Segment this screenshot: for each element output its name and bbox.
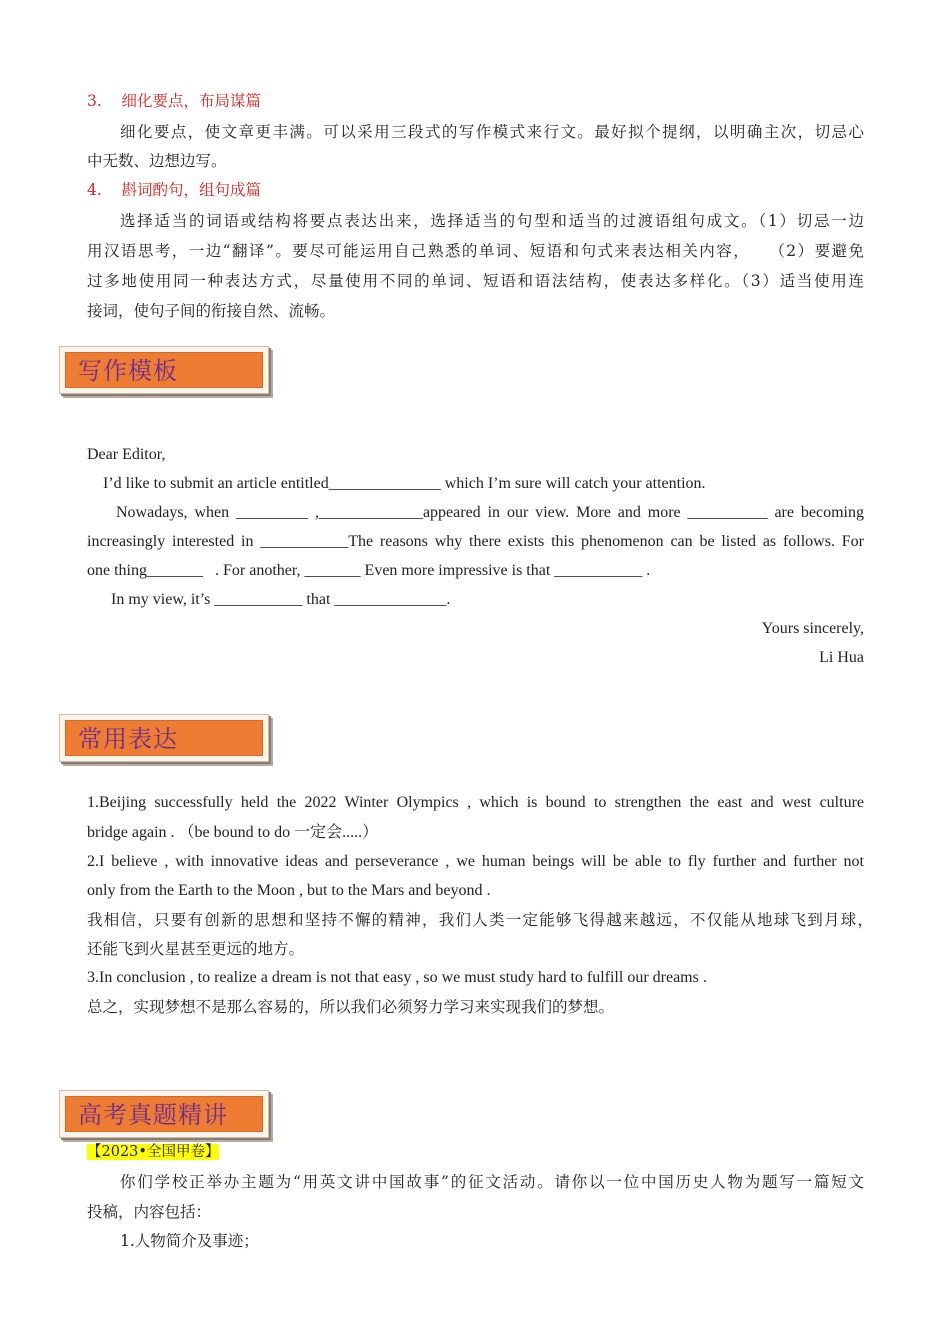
exam-source-tag: 【2023•全国甲卷】	[87, 1144, 220, 1160]
exam-section-heading: 高考真题精讲	[78, 1101, 228, 1129]
letter-closing: Yours sincerely,	[761, 620, 864, 637]
expressions-section-banner	[59, 714, 269, 762]
expression-1-line1: 1.Beijing successfully held the 2022 Winter Olympics , which is bound to strengthen the east and west culture	[87, 794, 864, 811]
template-section-banner	[59, 346, 269, 394]
letter-line3: increasingly interested in ___________The reasons why there exists this phenomenon can be listed as follows. For	[87, 533, 864, 550]
expression-2-translation-line1: 我相信，只要有创新的思想和坚持不懈的精神，我们人类一定能够飞得越来越远，不仅能从地球飞到月球，	[87, 911, 873, 929]
expressions-section-heading: 常用表达	[78, 725, 178, 753]
exam-source-tag-row	[87, 1142, 864, 1162]
exam-section-banner	[59, 1090, 269, 1138]
expression-2-line1: 2.I believe , with innovative ideas and perseverance , we human beings will be able to fly further and further not	[87, 853, 864, 870]
expression-3-line1: 3.In conclusion , to realize a dream is not that easy , so we must study hard to fulfill our dreams .	[87, 969, 707, 986]
banner-fill	[65, 1096, 263, 1132]
letter-salutation: Dear Editor,	[87, 446, 166, 463]
step3-title: 3. 细化要点，布局谋篇	[87, 92, 261, 110]
step4-title: 4. 斟词酌句，组句成篇	[87, 181, 261, 199]
exam-prompt-line1: 你们学校正举办主题为“用英文讲中国故事”的征文活动。请你以一位中国历史人物为题写一篇短文	[120, 1173, 864, 1191]
step3-paragraph-line2: 中无数、边想边写。	[87, 152, 227, 170]
letter-line1: I’d like to submit an article entitled______________ which I’m sure will catch your attention.	[103, 475, 706, 492]
step3-paragraph-line1: 细化要点，使文章更丰满。可以采用三段式的写作模式来行文。最好拟个提纲，以明确主次，切忌心	[120, 123, 864, 141]
step4-paragraph-line2: 用汉语思考，一边“翻译”。要尽可能运用自己熟悉的单词、短语和句式来表达相关内容， （2）要避免	[87, 242, 864, 260]
letter-line4: one thing_______ . For another, _______ Even more impressive is that ___________ .	[87, 562, 651, 579]
step4-paragraph-line4: 接词，使句子间的衔接自然、流畅。	[87, 302, 336, 320]
exam-prompt-line2: 投稿，内容包括：	[87, 1203, 212, 1221]
banner-fill	[65, 352, 263, 388]
step4-paragraph-line3: 过多地使用同一种表达方式，尽量使用不同的单词、短语和语法结构，使表达多样化。（3）适当使用连	[87, 272, 864, 290]
banner-fill	[65, 720, 263, 756]
expression-2-line2: only from the Earth to the Moon , but to the Mars and beyond .	[87, 882, 491, 899]
letter-signature: Li Hua	[819, 649, 864, 666]
expression-2-translation-line2: 还能飞到火星甚至更远的地方。	[87, 940, 305, 958]
exam-requirement-1: 1.人物简介及事迹；	[120, 1232, 259, 1250]
expression-1-line2: bridge again . （be bound to do 一定会.....）	[87, 824, 379, 841]
step4-paragraph-line1: 选择适当的词语或结构将要点表达出来，选择适当的句型和适当的过渡语组句成文。（1）切忌一边	[120, 212, 864, 230]
letter-line2: Nowadays, when _________ ,_____________appeared in our view. More and more __________ are becoming	[116, 504, 864, 521]
expression-3-translation: 总之，实现梦想不是那么容易的，所以我们必须努力学习来实现我们的梦想。	[87, 998, 615, 1016]
letter-line5: In my view, it’s ___________ that ______________.	[111, 591, 451, 608]
template-section-heading: 写作模板	[78, 357, 178, 385]
